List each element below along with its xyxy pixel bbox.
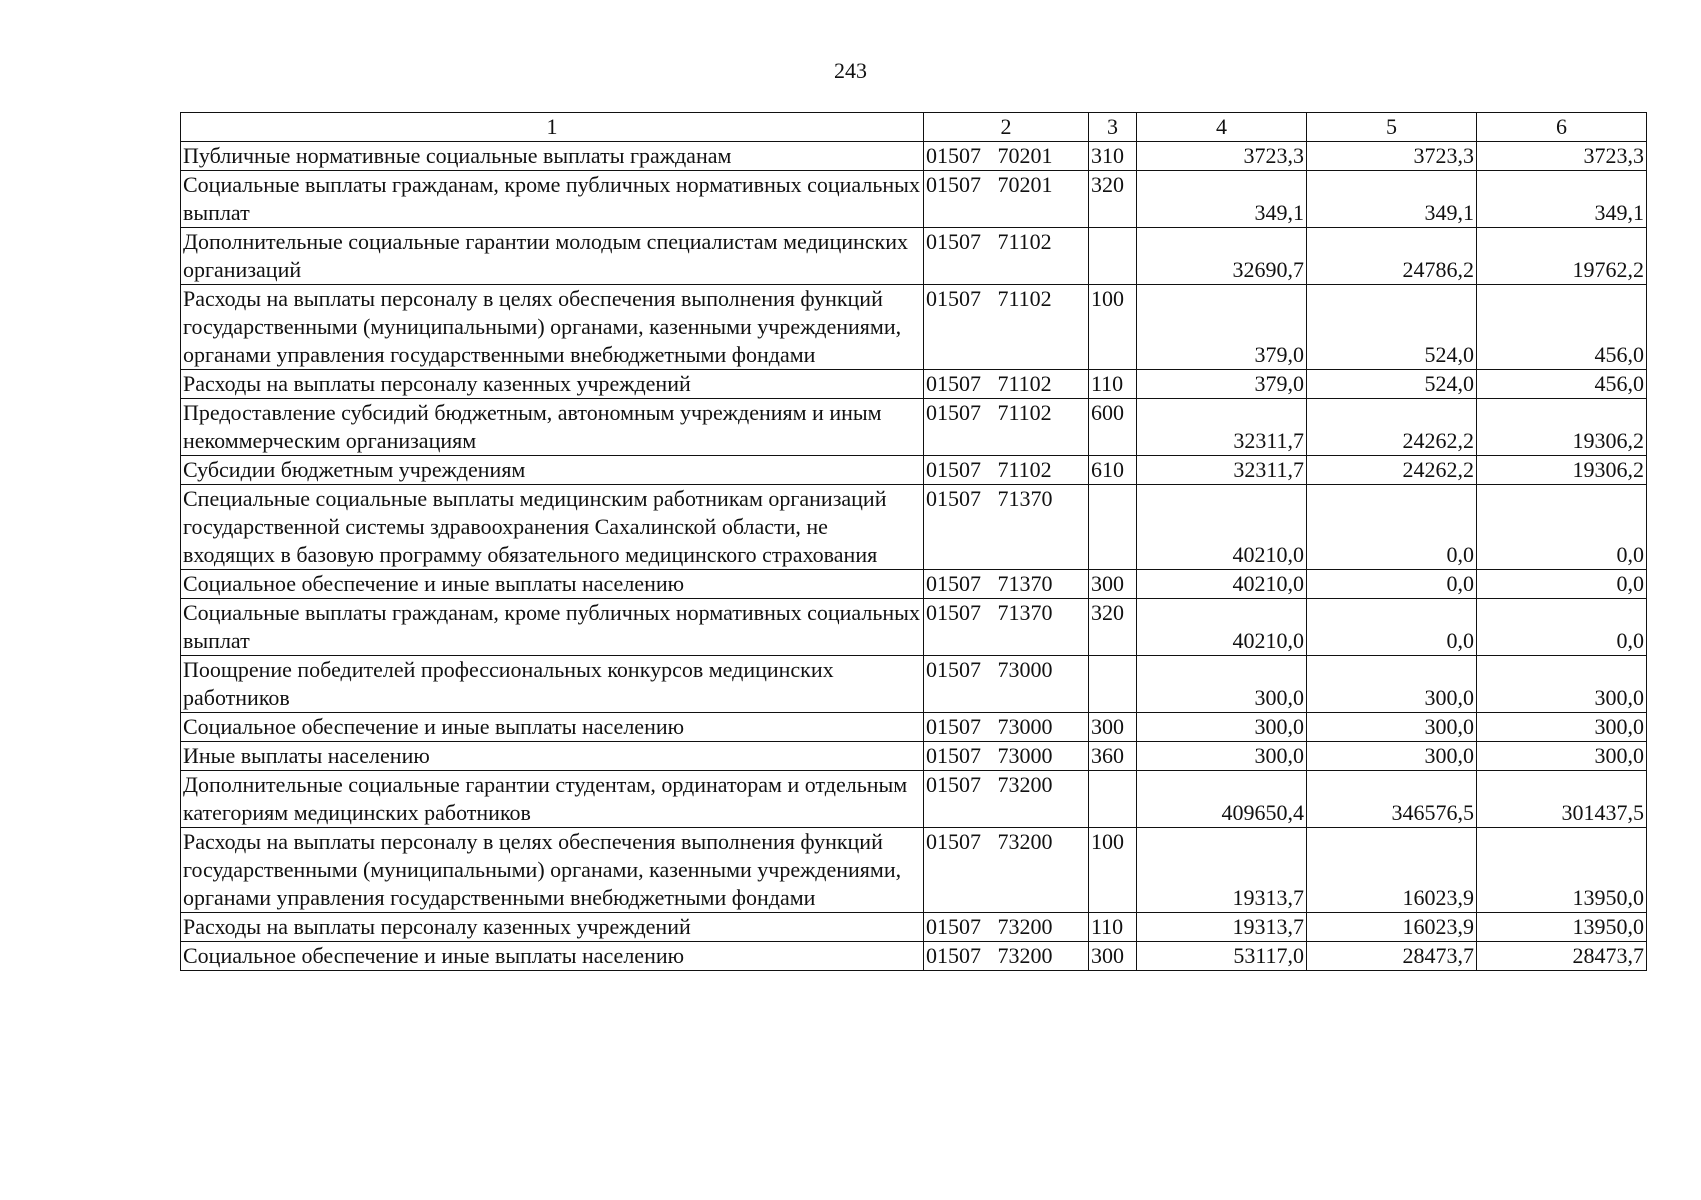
row-name: Дополнительные социальные гарантии молодым специалистам медицинских организаций (181, 228, 924, 285)
row-value-5: 0,0 (1307, 485, 1477, 570)
row-name: Субсидии бюджетным учреждениям (181, 456, 924, 485)
row-value-4: 53117,0 (1137, 942, 1307, 971)
row-value-5: 300,0 (1307, 656, 1477, 713)
row-code: 01507 70201 (924, 142, 1089, 171)
row-name: Расходы на выплаты персоналу в целях обеспечения выполнения функций государственными (муниципальными) органами, казенными учреждениями, органами управления государственными внебюджетными фондами (181, 828, 924, 913)
row-code: 01507 71102 (924, 456, 1089, 485)
table-row (181, 370, 1647, 399)
row-value-6: 0,0 (1477, 570, 1647, 599)
row-value-6: 19306,2 (1477, 399, 1647, 456)
row-code: 01507 71370 (924, 599, 1089, 656)
row-name: Социальное обеспечение и иные выплаты населению (181, 942, 924, 971)
row-code: 01507 71102 (924, 228, 1089, 285)
row-value-5: 28473,7 (1307, 942, 1477, 971)
row-kind: 110 (1089, 370, 1137, 399)
row-value-4: 40210,0 (1137, 485, 1307, 570)
row-value-5: 16023,9 (1307, 828, 1477, 913)
row-value-6: 300,0 (1477, 742, 1647, 771)
row-value-6: 3723,3 (1477, 142, 1647, 171)
row-value-6: 456,0 (1477, 370, 1647, 399)
row-code: 01507 71102 (924, 370, 1089, 399)
row-value-4: 32311,7 (1137, 456, 1307, 485)
row-code: 01507 73000 (924, 656, 1089, 713)
row-value-4: 409650,4 (1137, 771, 1307, 828)
row-value-5: 0,0 (1307, 599, 1477, 656)
row-value-5: 24262,2 (1307, 399, 1477, 456)
column-header-3: 3 (1089, 113, 1137, 142)
row-name: Социальные выплаты гражданам, кроме публичных нормативных социальных выплат (181, 171, 924, 228)
row-code: 01507 73000 (924, 713, 1089, 742)
column-header-2: 2 (924, 113, 1089, 142)
row-name: Предоставление субсидий бюджетным, автономным учреждениям и иным некоммерческим организациям (181, 399, 924, 456)
table-row (181, 399, 1647, 456)
row-kind: 300 (1089, 942, 1137, 971)
row-value-4: 349,1 (1137, 171, 1307, 228)
row-name: Расходы на выплаты персоналу казенных учреждений (181, 913, 924, 942)
table-row (181, 713, 1647, 742)
row-value-4: 32311,7 (1137, 399, 1307, 456)
row-value-5: 0,0 (1307, 570, 1477, 599)
row-name: Социальные выплаты гражданам, кроме публичных нормативных социальных выплат (181, 599, 924, 656)
row-kind: 100 (1089, 828, 1137, 913)
table-row (181, 570, 1647, 599)
row-value-5: 349,1 (1307, 171, 1477, 228)
row-kind: 100 (1089, 285, 1137, 370)
row-kind: 110 (1089, 913, 1137, 942)
row-value-4: 300,0 (1137, 742, 1307, 771)
row-kind (1089, 228, 1137, 285)
row-name: Социальное обеспечение и иные выплаты населению (181, 570, 924, 599)
row-kind: 600 (1089, 399, 1137, 456)
row-value-5: 16023,9 (1307, 913, 1477, 942)
table-row (181, 656, 1647, 713)
row-kind: 300 (1089, 570, 1137, 599)
row-code: 01507 71102 (924, 399, 1089, 456)
row-value-6: 0,0 (1477, 485, 1647, 570)
row-kind: 610 (1089, 456, 1137, 485)
row-kind: 310 (1089, 142, 1137, 171)
column-header-1: 1 (181, 113, 924, 142)
row-value-4: 379,0 (1137, 285, 1307, 370)
column-header-4: 4 (1137, 113, 1307, 142)
row-code: 01507 73000 (924, 742, 1089, 771)
row-name: Дополнительные социальные гарантии студентам, ординаторам и отдельным категориям медицинских работников (181, 771, 924, 828)
row-value-4: 379,0 (1137, 370, 1307, 399)
row-value-4: 19313,7 (1137, 828, 1307, 913)
row-name: Специальные социальные выплаты медицинским работникам организаций государственной системы здравоохранения Сахалинской области, не входящих в базовую программу обязательного медицинского страхования (181, 485, 924, 570)
table-row (181, 228, 1647, 285)
table-row (181, 599, 1647, 656)
row-value-5: 346576,5 (1307, 771, 1477, 828)
row-value-5: 300,0 (1307, 713, 1477, 742)
table-row (181, 171, 1647, 228)
row-name: Социальное обеспечение и иные выплаты населению (181, 713, 924, 742)
table-row (181, 771, 1647, 828)
row-name: Расходы на выплаты персоналу казенных учреждений (181, 370, 924, 399)
row-value-4: 300,0 (1137, 656, 1307, 713)
row-kind (1089, 771, 1137, 828)
table-row (181, 485, 1647, 570)
row-value-4: 40210,0 (1137, 570, 1307, 599)
row-code: 01507 73200 (924, 913, 1089, 942)
row-value-5: 524,0 (1307, 285, 1477, 370)
row-code: 01507 73200 (924, 828, 1089, 913)
row-kind (1089, 656, 1137, 713)
row-code: 01507 73200 (924, 771, 1089, 828)
row-value-6: 300,0 (1477, 656, 1647, 713)
row-value-4: 40210,0 (1137, 599, 1307, 656)
column-header-6: 6 (1477, 113, 1647, 142)
row-value-6: 19762,2 (1477, 228, 1647, 285)
row-value-5: 524,0 (1307, 370, 1477, 399)
row-name: Публичные нормативные социальные выплаты гражданам (181, 142, 924, 171)
row-name: Иные выплаты населению (181, 742, 924, 771)
row-kind: 320 (1089, 599, 1137, 656)
row-value-4: 300,0 (1137, 713, 1307, 742)
row-name: Поощрение победителей профессиональных конкурсов медицинских работников (181, 656, 924, 713)
row-value-6: 13950,0 (1477, 828, 1647, 913)
row-value-6: 456,0 (1477, 285, 1647, 370)
table-row (181, 742, 1647, 771)
row-value-5: 3723,3 (1307, 142, 1477, 171)
column-header-5: 5 (1307, 113, 1477, 142)
row-value-5: 24262,2 (1307, 456, 1477, 485)
row-value-6: 19306,2 (1477, 456, 1647, 485)
row-kind: 320 (1089, 171, 1137, 228)
row-kind: 360 (1089, 742, 1137, 771)
table-row (181, 142, 1647, 171)
row-value-6: 13950,0 (1477, 913, 1647, 942)
row-value-6: 0,0 (1477, 599, 1647, 656)
table-row (181, 913, 1647, 942)
row-value-6: 28473,7 (1477, 942, 1647, 971)
table-row (181, 942, 1647, 971)
table-row (181, 285, 1647, 370)
row-name: Расходы на выплаты персоналу в целях обеспечения выполнения функций государственными (муниципальными) органами, казенными учреждениями, органами управления государственными внебюджетными фондами (181, 285, 924, 370)
table-header-row (181, 113, 1647, 142)
row-value-4: 19313,7 (1137, 913, 1307, 942)
row-code: 01507 73200 (924, 942, 1089, 971)
row-value-4: 32690,7 (1137, 228, 1307, 285)
row-kind (1089, 485, 1137, 570)
row-code: 01507 71102 (924, 285, 1089, 370)
row-value-6: 349,1 (1477, 171, 1647, 228)
table-row (181, 828, 1647, 913)
table-row (181, 456, 1647, 485)
row-kind: 300 (1089, 713, 1137, 742)
row-code: 01507 71370 (924, 485, 1089, 570)
row-code: 01507 70201 (924, 171, 1089, 228)
budget-table (180, 112, 1647, 971)
row-value-5: 24786,2 (1307, 228, 1477, 285)
row-code: 01507 71370 (924, 570, 1089, 599)
row-value-6: 301437,5 (1477, 771, 1647, 828)
row-value-6: 300,0 (1477, 713, 1647, 742)
row-value-5: 300,0 (1307, 742, 1477, 771)
page-number: 243 (834, 58, 867, 83)
row-value-4: 3723,3 (1137, 142, 1307, 171)
